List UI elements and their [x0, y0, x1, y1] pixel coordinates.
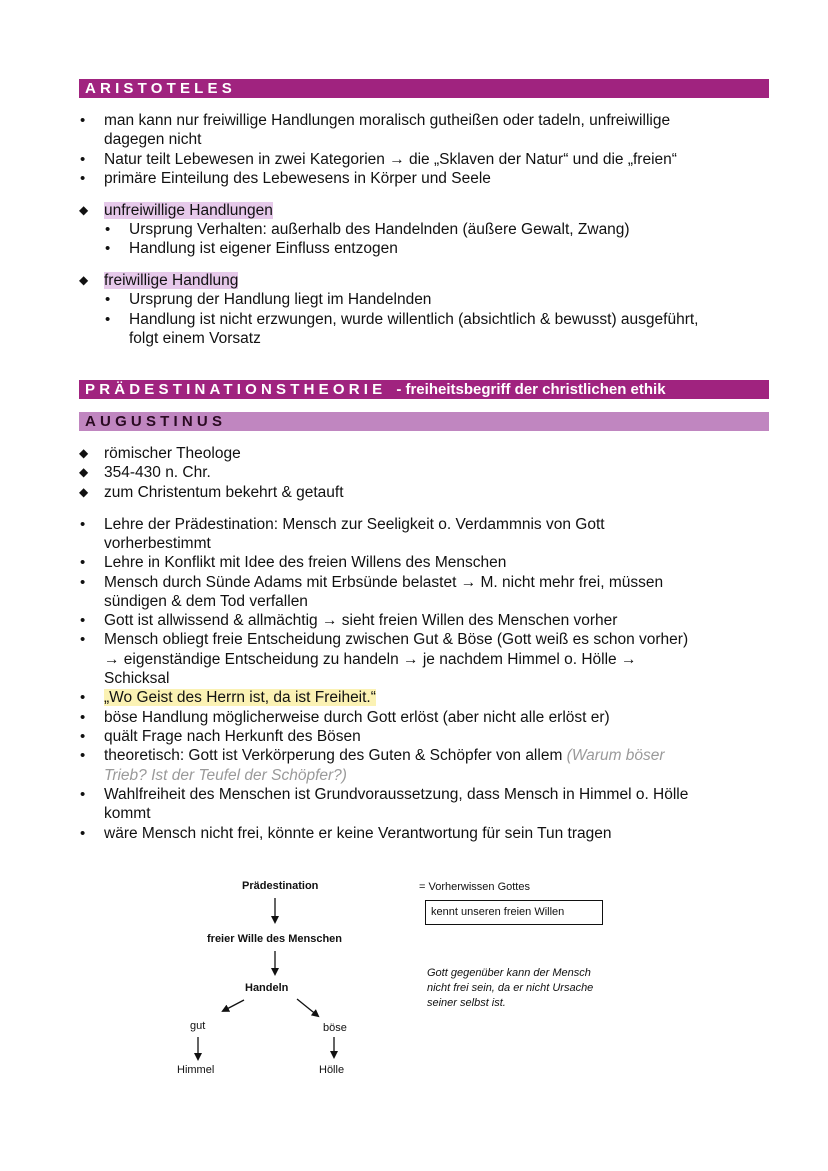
grey-note: Trieb? Ist der Teufel der Schöpfer?) — [104, 767, 347, 784]
bullet-dot: • — [105, 311, 111, 328]
bullet-dot: • — [80, 728, 86, 745]
bullet-dot: • — [80, 574, 86, 591]
bullet-dot: • — [80, 554, 86, 571]
bullet-dot: • — [80, 825, 86, 842]
grey-note: (Warum böser — [566, 747, 665, 764]
section-heading-aristoteles: ARISTOTELES — [79, 79, 769, 98]
bullet-dot: • — [80, 112, 86, 129]
bullet-text: Handlung ist eigener Einfluss entzogen — [129, 240, 398, 257]
bullet-text: Lehre der Prädestination: Mensch zur Seeligkeit o. Verdammnis von Gott — [104, 516, 605, 533]
subheading-freiwillig: freiwillige Handlung — [104, 272, 239, 289]
bullet-text: vorherbestimmt — [104, 535, 211, 552]
diagram-node-praedestination: Prädestination — [242, 880, 319, 892]
bullet-text: → eigenständige Entscheidung zu handeln → je nachdem Himmel o. Hölle → — [104, 651, 637, 668]
fact-text: zum Christentum bekehrt & getauft — [104, 484, 344, 501]
diagram-node-himmel: Himmel — [177, 1064, 215, 1076]
fact-text: 354-430 n. Chr. — [104, 464, 211, 481]
bullet-dot: • — [80, 612, 86, 629]
diagram-box: kennt unseren freien Willen — [425, 900, 603, 925]
bullet-dot: • — [80, 516, 86, 533]
diamond-bullet-icon: ◆ — [79, 203, 89, 217]
bullet-dot: • — [105, 291, 111, 308]
section-heading-praedestination: PRÄDESTINATIONSTHEORIE - freiheitsbegriff der christlichen ethik — [79, 380, 769, 399]
diagram-equation: = Vorherwissen Gottes — [419, 881, 530, 893]
bullet-text: Schicksal — [104, 670, 170, 687]
bullet-text: dagegen nicht — [104, 131, 202, 148]
diamond-bullet-icon: ◆ — [79, 465, 89, 479]
fact-text: römischer Theologe — [104, 445, 241, 462]
bullet-text: folgt einem Vorsatz — [129, 330, 261, 347]
bullet-text: Gott ist allwissend & allmächtig → sieht freien Willen des Menschen vorher — [104, 612, 618, 629]
bullet-text: man kann nur freiwillige Handlungen moralisch gutheißen oder tadeln, unfreiwillige — [104, 112, 671, 129]
arrow-right-down — [297, 999, 318, 1016]
bullet-text: Handlung ist nicht erzwungen, wurde willentlich (absichtlich & bewusst) ausgeführt, — [129, 311, 699, 328]
bullet-dot: • — [80, 689, 86, 706]
bullet-text: Ursprung Verhalten: außerhalb des Handelnden (äußere Gewalt, Zwang) — [129, 221, 630, 238]
diagram-node-gut: gut — [190, 1020, 206, 1032]
bullet-dot: • — [80, 170, 86, 187]
bullet-dot: • — [80, 747, 86, 764]
bullet-text: wäre Mensch nicht frei, könnte er keine Verantwortung für sein Tun tragen — [104, 825, 612, 842]
section-heading-augustinus: AUGUSTINUS — [79, 412, 769, 431]
bullet-text: Wahlfreiheit des Menschen ist Grundvoraussetzung, dass Mensch in Himmel o. Hölle — [104, 786, 689, 803]
quote-text: „Wo Geist des Herrn ist, da ist Freiheit.“ — [104, 689, 376, 706]
bullet-text: Mensch obliegt freie Entscheidung zwischen Gut & Böse (Gott weiß es schon vorher) — [104, 631, 689, 648]
bullet-dot: • — [80, 631, 86, 648]
diagram-node-handeln: Handeln — [245, 982, 289, 994]
diamond-bullet-icon: ◆ — [79, 273, 89, 287]
bullet-text: theoretisch: Gott ist Verkörperung des Guten & Schöpfer von allem (Warum böser — [104, 747, 665, 764]
bullet-dot: • — [80, 151, 86, 168]
bullet-text: Ursprung der Handlung liegt im Handelnden — [129, 291, 432, 308]
diagram-note: nicht frei sein, da er nicht Ursache — [427, 982, 594, 994]
bullet-text: sündigen & dem Tod verfallen — [104, 593, 308, 610]
bullet-text: kommt — [104, 805, 151, 822]
bullet-dot: • — [80, 709, 86, 726]
diagram-node-hoelle: Hölle — [319, 1064, 345, 1076]
diagram-node-freier-wille: freier Wille des Menschen — [207, 933, 343, 945]
arrow-left-down — [223, 1000, 244, 1011]
bullet-text: Natur teilt Lebewesen in zwei Kategorien → die „Sklaven der Natur“ und die „freien“ — [104, 151, 677, 168]
diamond-bullet-icon: ◆ — [79, 446, 89, 460]
bullet-dot: • — [105, 221, 111, 238]
subheading-unfreiwillig: unfreiwillige Handlungen — [104, 202, 273, 219]
bullet-text: Lehre in Konflikt mit Idee des freien Willens des Menschen — [104, 554, 507, 571]
bullet-text: Mensch durch Sünde Adams mit Erbsünde belastet → M. nicht mehr frei, müssen — [104, 574, 664, 591]
diamond-bullet-icon: ◆ — [79, 485, 89, 499]
bullet-text: primäre Einteilung des Lebewesens in Körper und Seele — [104, 170, 491, 187]
diagram-node-boese: böse — [323, 1022, 347, 1034]
bullet-text: quält Frage nach Herkunft des Bösen — [104, 728, 361, 745]
bullet-dot: • — [105, 240, 111, 257]
bullet-dot: • — [80, 786, 86, 803]
diagram-note: Gott gegenüber kann der Mensch — [427, 967, 591, 979]
bullet-text: böse Handlung möglicherweise durch Gott erlöst (aber nicht alle erlöst er) — [104, 709, 610, 726]
diagram-note: seiner selbst ist. — [427, 997, 506, 1009]
